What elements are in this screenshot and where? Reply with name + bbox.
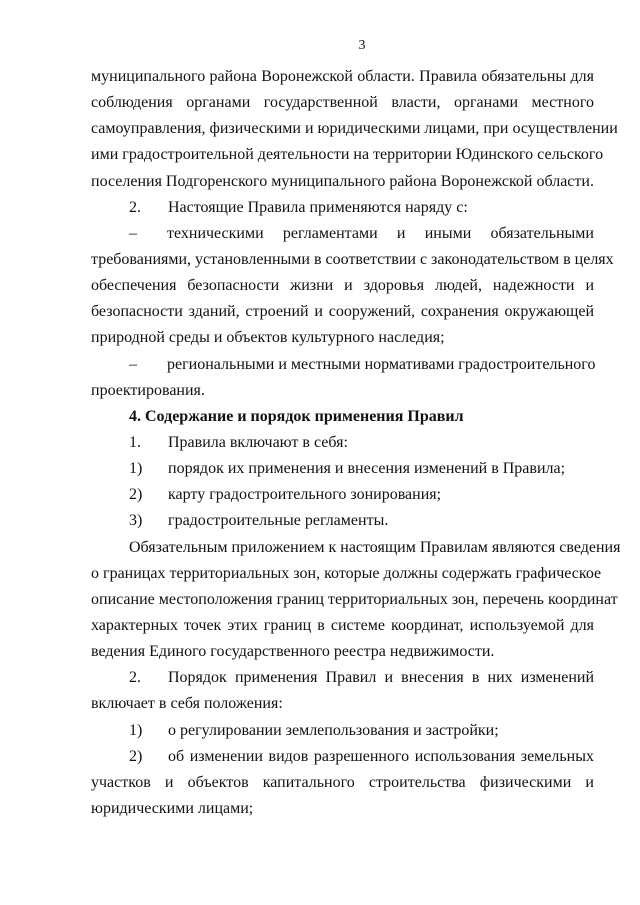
list-item [91,482,594,508]
list-item [91,744,594,822]
text-line: ими градостроительной деятельности на территории Юдинского сельского [91,146,604,164]
item-text: Порядок применения Правил и внесения в них изменений [168,669,594,687]
text-line: характерных точек этих границ в системе координат, используемой для [91,616,594,634]
dash-marker: – [129,355,137,373]
numbered-paragraph [91,430,594,456]
text-line: юридическими лицами; [91,799,254,817]
paragraph-continuation [91,64,618,195]
text-line: соблюдения органами государственной власти, органами местного [91,94,594,112]
dash-item-first-line [91,221,594,247]
text-line: требованиями, установленными в соответствии с законодательством в целях [91,250,614,268]
item-text: региональными и местными нормативами градостроительного [167,355,596,373]
text-line: включает в себя положения: [91,695,283,713]
text-line: ведения Единого государственного реестра недвижимости. [91,643,495,661]
numbered-paragraph [91,665,594,717]
item-number: 2. [129,669,141,687]
text-line: описание местоположения границ территориальных зон, перечень координат [91,590,618,608]
item-text: Правила включают в себя: [168,433,348,451]
dash-item-first-line [91,352,594,378]
page-number: 3 [358,38,366,53]
list-item [91,508,594,534]
text-line: поселения Подгоренского муниципального района Воронежской области. [91,172,594,190]
item-text: порядок их применения и внесения изменений в Правила; [168,460,566,478]
item-text: техническими регламентами и иными обязательными [167,224,594,242]
item-number: 2) [129,486,143,504]
text-line: безопасности зданий, строений и сооружений, сохранения окружающей [91,303,594,321]
item-text: Настоящие Правила применяются наряду с: [168,198,468,216]
item-number: 3) [129,512,143,530]
text-line: природной среды и объектов культурного наследия; [91,329,445,347]
item-text: карту градостроительного зонирования; [168,486,442,504]
item-number: 1. [129,433,141,451]
list-item-first-line [91,744,594,770]
text-line: участков и объектов капитального строительства физическими и [91,773,594,791]
item-number: 2) [129,747,143,765]
paragraph [91,535,621,666]
item-text: об изменении видов разрешенного использования земельных [168,747,594,765]
list-item [91,718,594,744]
dash-marker: – [129,224,137,242]
item-number: 1) [129,460,143,478]
text-line: муниципального района Воронежской области. Правила обязательны для [91,68,594,85]
text-line: Обязательным приложением к настоящим Правилам являются сведения [129,538,621,556]
section-heading: 4. Содержание и порядок применения Правил [129,407,464,425]
text-line: о границах территориальных зон, которые должны содержать графическое [91,564,602,582]
item-number: 2. [129,198,141,216]
item-text: о регулировании землепользования и застройки; [168,721,499,739]
text-line: обеспечения безопасности жизни и здоровья людей, надежности и [91,277,594,295]
item-text: градостроительные регламенты. [168,512,389,530]
numbered-paragraph-first-line [91,665,594,691]
dash-list-item [91,221,614,352]
text-line: проектирования. [91,381,205,399]
item-number: 1) [129,721,143,739]
dash-list-item [91,352,594,404]
list-item [91,456,594,482]
numbered-paragraph [91,195,594,221]
text-line: самоуправления, физическими и юридическими лицами, при осуществлении [91,120,618,138]
document-body [91,64,621,822]
